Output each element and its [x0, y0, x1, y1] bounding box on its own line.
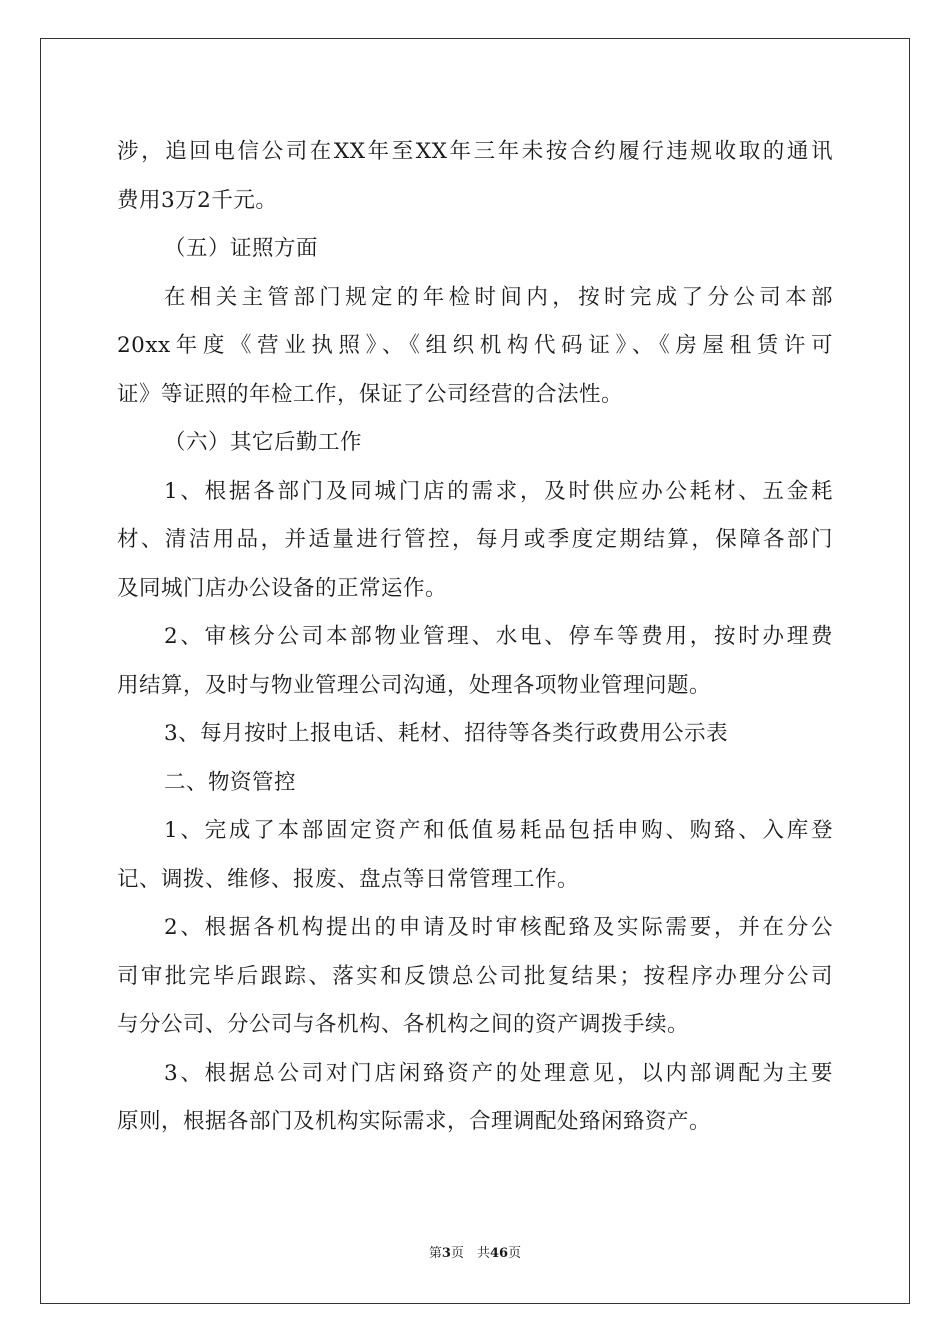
section-heading: （五）证照方面 — [164, 236, 319, 261]
text-line: 3、根据总公司对门店闲臵资产的处理意见，以内部调配为主要 — [164, 1060, 833, 1086]
text-line: 2、审核分公司本部物业管理、水电、停车等费用，按时办理费 — [164, 624, 833, 649]
text-line: 2、根据各机构提出的申请及时审核配臵及实际需要，并在分公 — [164, 915, 833, 940]
section-heading: 二、物资管控 — [164, 769, 297, 795]
text-line: 证》等证照的年检工作，保证了公司经营的合法性。 — [117, 381, 624, 407]
text-line: 材、清洁用品，并适量进行管控，每月或季度定期结算，保障各部门 — [117, 527, 833, 552]
text-line: 司审批完毕后跟踪、落实和反馈总公司批复结果；按程序办理分公司 — [117, 963, 833, 989]
footer-middle: 页 共 — [450, 1246, 490, 1261]
text-line: 与分公司、分公司与各机构、各机构之间的资产调拨手续。 — [117, 1012, 690, 1037]
current-page-number: 3 — [441, 1246, 451, 1261]
text-line: 记、调拨、维修、报废、盘点等日常管理工作。 — [117, 866, 580, 892]
text-line: 原则，根据各部门及机构实际需求，合理调配处臵闲臵资产。 — [117, 1109, 712, 1134]
page-footer — [0, 1242, 950, 1261]
text-line: 3、每月按时上报电话、耗材、招待等各类行政费用公示表 — [164, 721, 729, 746]
text-line: 20xx年度《营业执照》、《组织机构代码证》、《房屋租赁许可 — [117, 333, 833, 358]
text-line: 1、根据各部门及同城门店的需求，及时供应办公耗材、五金耗 — [164, 478, 833, 504]
text-line: 涉，追回电信公司在XX年至XX年三年未按合约履行违规收取的通讯 — [117, 139, 833, 164]
text-line: 1、完成了本部固定资产和低值易耗品包括申购、购臵、入库登 — [164, 818, 833, 843]
footer-suffix: 页 — [508, 1246, 522, 1261]
section-heading: （六）其它后勤工作 — [164, 430, 363, 455]
text-line: 用结算，及时与物业管理公司沟通，处理各项物业管理问题。 — [117, 672, 712, 698]
text-line: 及同城门店办公设备的正常运作。 — [117, 575, 448, 601]
text-line: 在相关主管部门规定的年检时间内，按时完成了分公司本部 — [164, 284, 833, 310]
footer-prefix: 第 — [428, 1246, 442, 1261]
total-page-count: 46 — [489, 1246, 509, 1261]
text-line: 费用3万2千元。 — [117, 187, 278, 213]
document-body — [117, 128, 833, 1147]
